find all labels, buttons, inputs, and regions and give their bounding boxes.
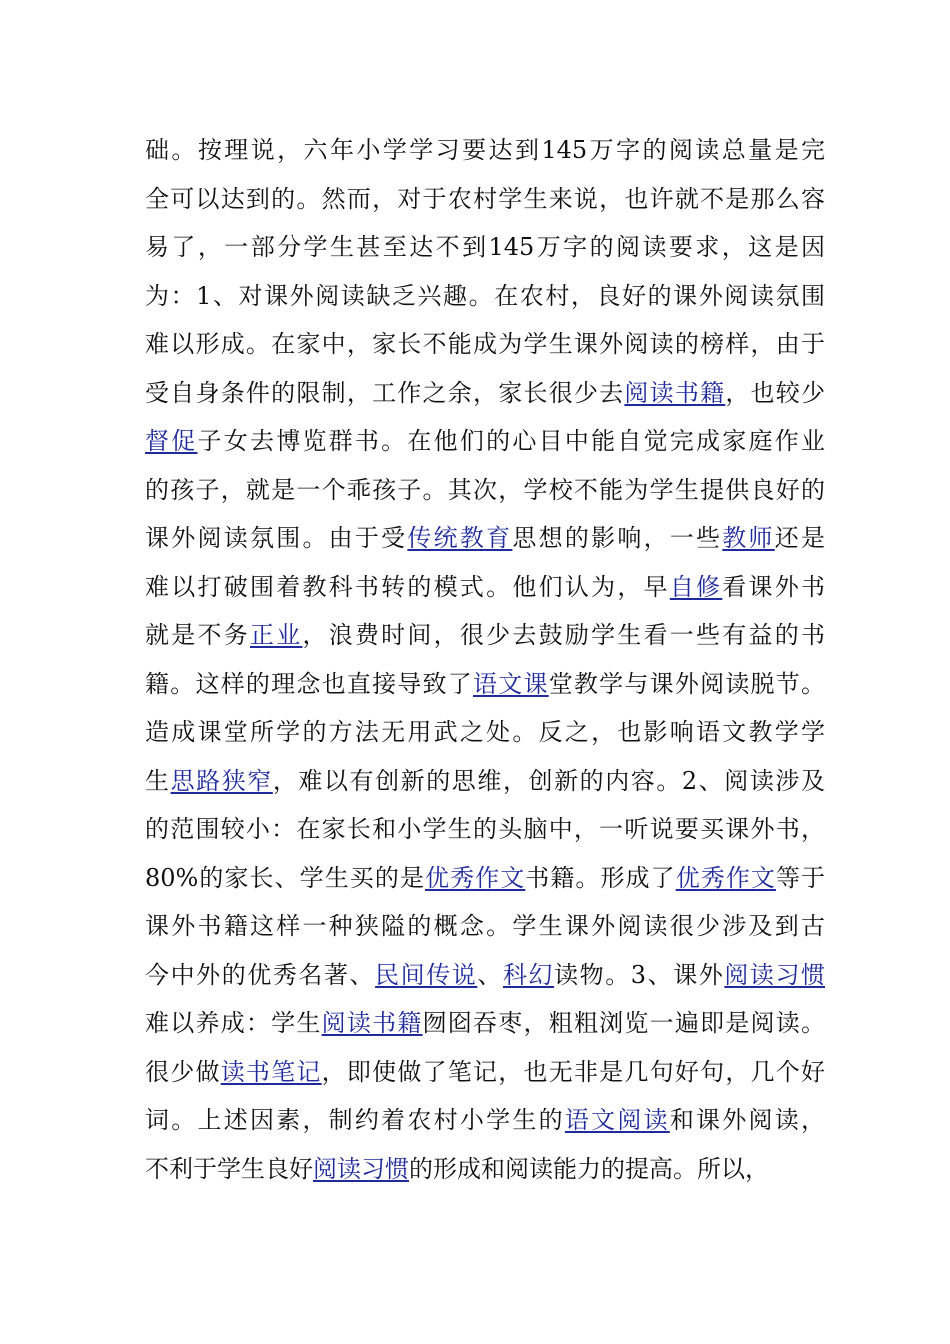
text-segment: ，难以有创新的思维，创新的内容。2、阅读涉及 (272, 766, 825, 795)
inline-link[interactable]: 教师 (722, 524, 775, 552)
text-segment: 看课外书 (722, 572, 826, 601)
text-line (145, 223, 825, 272)
text-segment: 读物。3、课外 (554, 960, 725, 989)
text-line (145, 320, 825, 369)
inline-link[interactable]: 阅读书籍 (624, 378, 726, 407)
text-segment: 的孩子，就是一个乖孩子。其次，学校不能为学生提供良好的 (145, 475, 825, 504)
text-segment: 造成课堂所学的方法无用武之处。反之，也影响语文教学学 (145, 718, 825, 746)
text-line (145, 563, 825, 612)
text-line (145, 1145, 825, 1194)
text-line (145, 805, 825, 854)
text-line (145, 708, 825, 757)
text-segment: ，即使做了笔记，也无非是几句好句，几个好 (321, 1057, 826, 1086)
inline-link[interactable]: 阅读习惯 (724, 960, 826, 989)
text-line (145, 466, 825, 515)
text-segment: 囫囵吞枣，粗粗浏览一遍即是阅读。 (422, 1009, 826, 1037)
text-line (145, 854, 825, 903)
inline-link[interactable]: 正业 (249, 621, 303, 649)
inline-link[interactable]: 思路狭窄 (170, 766, 273, 795)
inline-link[interactable]: 优秀作文 (425, 863, 526, 892)
text-segment: 难以养成：学生 (145, 1009, 322, 1037)
text-line (145, 951, 825, 1000)
inline-link[interactable]: 科幻 (502, 960, 555, 989)
text-line (145, 417, 825, 466)
text-line (145, 369, 825, 418)
text-line (145, 660, 825, 709)
inline-link[interactable]: 优秀作文 (675, 863, 776, 892)
text-line (145, 272, 825, 321)
text-segment: ，也较少 (725, 378, 826, 407)
text-segment: 很少做 (145, 1057, 221, 1086)
text-line (145, 611, 825, 660)
text-segment: 生 (145, 766, 171, 795)
text-line (145, 902, 825, 951)
text-segment: 受自身条件的限制，工作之余，家长很少去 (145, 378, 625, 407)
text-segment: 、 (477, 960, 503, 989)
inline-link[interactable]: 读书笔记 (220, 1057, 322, 1086)
text-segment: 等于 (775, 863, 826, 892)
inline-link[interactable]: 阅读习惯 (313, 1154, 409, 1183)
text-segment: 为：1、对课外阅读缺乏兴趣。在农村，良好的课外阅读氛围 (145, 281, 825, 310)
text-segment: 不利于学生良好 (145, 1154, 313, 1183)
text-segment: 书籍。形成了 (525, 863, 676, 892)
text-segment: 堂教学与课外阅读脱节。 (548, 669, 826, 698)
text-segment: 的范围较小：在家长和小学生的头脑中，一听说要买课外书， (145, 815, 825, 843)
text-segment: 课外书籍这样一种狭隘的概念。学生课外阅读很少涉及到古 (145, 912, 825, 940)
text-segment: 子女去博览群书。在他们的心目中能自觉完成家庭作业 (197, 427, 826, 455)
inline-link[interactable]: 语文课 (473, 669, 549, 698)
text-segment: 难以打破围着教科书转的模式。他们认为，早 (145, 572, 670, 601)
text-segment: 今中外的优秀名著、 (145, 960, 376, 989)
inline-link[interactable]: 语文阅读 (564, 1106, 670, 1134)
text-segment: 全可以达到的。然而，对于农村学生来说，也许就不是那么容 (145, 184, 825, 213)
text-segment: 的形成和阅读能力的提高。所以， (409, 1154, 769, 1183)
inline-link[interactable]: 督促 (145, 427, 198, 455)
text-segment: 思想的影响，一些 (512, 524, 723, 552)
text-segment: 就是不务 (145, 621, 250, 649)
text-segment: 词。上述因素，制约着农村小学生的 (145, 1106, 565, 1134)
text-line (145, 1048, 825, 1097)
text-segment: 难以形成。在家中，家长不能成为学生课外阅读的榜样，由于 (145, 330, 825, 358)
inline-link[interactable]: 民间传说 (375, 960, 478, 989)
text-line (145, 126, 825, 175)
inline-link[interactable]: 阅读书籍 (321, 1009, 423, 1037)
text-segment: 础。按理说，六年小学学习要达到145万字的阅读总量是完 (145, 136, 825, 164)
text-line (145, 757, 825, 806)
text-segment: 和课外阅读， (669, 1106, 826, 1134)
inline-link[interactable]: 自修 (669, 572, 723, 601)
inline-link[interactable]: 传统教育 (407, 524, 513, 552)
text-segment: ，浪费时间，很少去鼓励学生看一些有益的书 (302, 621, 826, 649)
text-line (145, 1096, 825, 1145)
text-line (145, 175, 825, 224)
body-text (145, 126, 825, 1193)
text-segment: 还是 (774, 524, 826, 552)
text-segment: 易了，一部分学生甚至达不到145万字的阅读要求，这是因 (145, 233, 825, 261)
text-segment: 课外阅读氛围。由于受 (145, 524, 408, 552)
text-segment: 80%的家长、学生买的是 (145, 863, 426, 892)
text-line (145, 999, 825, 1048)
text-segment: 籍。这样的理念也直接导致了 (145, 669, 473, 698)
text-line (145, 514, 825, 563)
